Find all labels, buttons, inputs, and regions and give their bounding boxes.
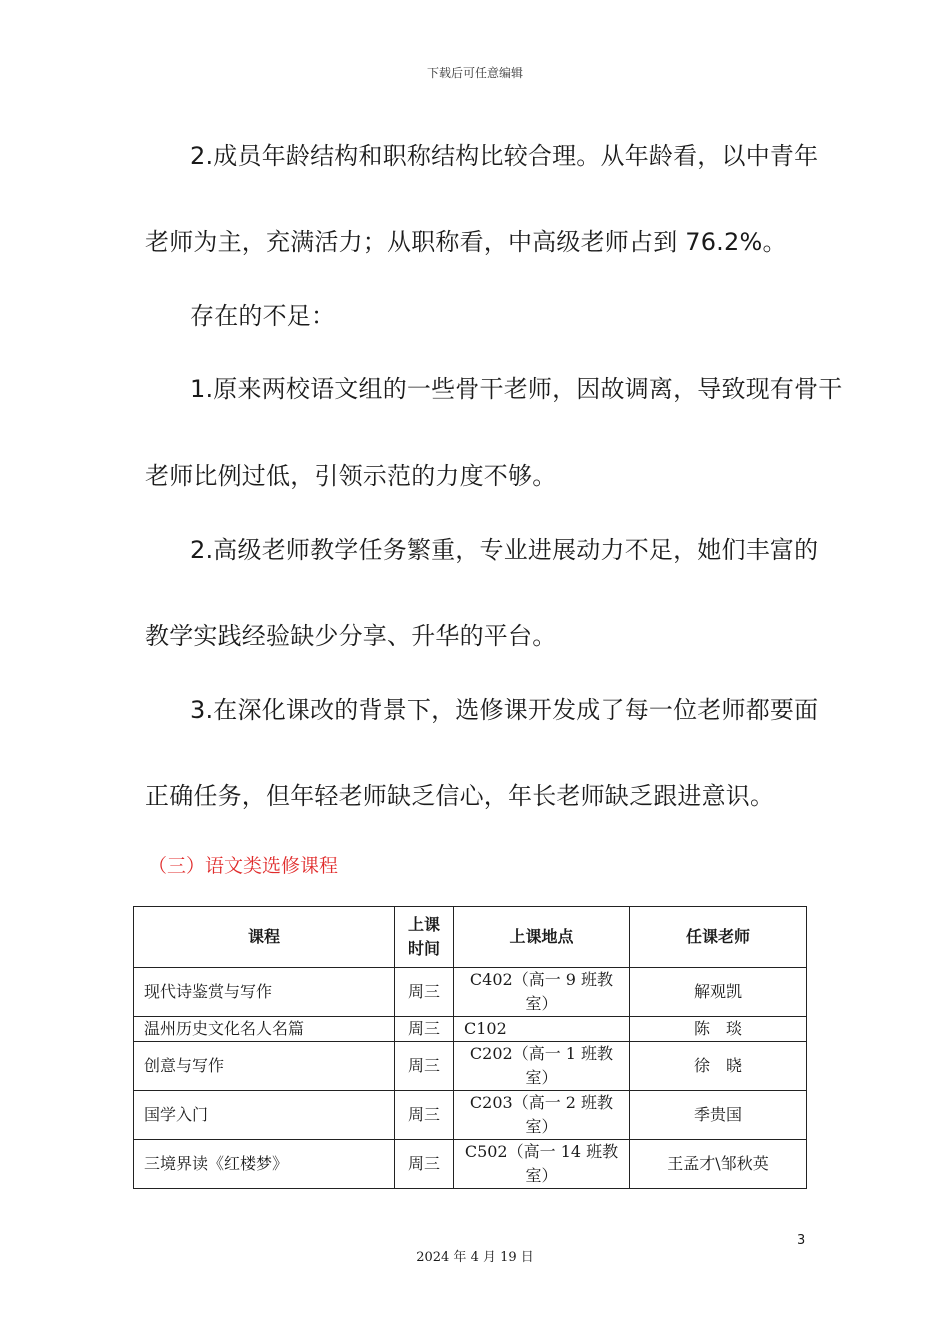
paragraph-line: 教学实践经验缺少分享、升华的平台。 (145, 622, 557, 650)
course-time: 周三 (395, 1140, 454, 1189)
course-time: 周三 (395, 1091, 454, 1140)
table-row (134, 1091, 807, 1140)
course-time: 周三 (395, 968, 454, 1017)
column-header-teacher: 任课老师 (630, 907, 807, 968)
paragraph-line: 2.成员年龄结构和职称结构比较合理。从年龄看，以中青年 (190, 142, 819, 170)
course-teacher: 季贵国 (630, 1091, 807, 1140)
table-row (134, 1017, 807, 1042)
paragraph-line: 老师为主，充满活力；从职称看，中高级老师占到 76.2%。 (145, 228, 787, 256)
paragraph-line: 1.原来两校语文组的一些骨干老师，因故调离，导致现有骨干 (190, 375, 843, 403)
course-place: C502（高一 14 班教室） (454, 1140, 630, 1189)
table-row (134, 1140, 807, 1189)
paragraph-line: 3.在深化课改的背景下，选修课开发成了每一位老师都要面 (190, 696, 819, 724)
course-place: C402（高一 9 班教室） (454, 968, 630, 1017)
table-row (134, 1042, 807, 1091)
course-name: 温州历史文化名人名篇 (134, 1017, 395, 1042)
course-teacher: 陈 琰 (630, 1017, 807, 1042)
course-table (133, 906, 807, 1189)
paragraph-line: 2.高级老师教学任务繁重，专业进展动力不足，她们丰富的 (190, 536, 819, 564)
course-teacher: 王孟才\邹秋英 (630, 1140, 807, 1189)
course-name: 现代诗鉴赏与写作 (134, 968, 395, 1017)
table-row (134, 968, 807, 1017)
course-place: C202（高一 1 班教室） (454, 1042, 630, 1091)
course-name: 三境界读《红楼梦》 (134, 1140, 395, 1189)
column-header-time: 上课时间 (395, 907, 454, 968)
page-footer-date: 2024 年 4 月 19 日 (416, 1250, 534, 1265)
paragraph-line: 存在的不足： (190, 302, 336, 330)
section-title: （三）语文类选修课程 (148, 855, 339, 877)
page-number: 3 (797, 1233, 806, 1248)
page-header: 下载后可任意编辑 (426, 66, 523, 80)
course-place: C203（高一 2 班教室） (454, 1091, 630, 1140)
course-teacher: 徐 晓 (630, 1042, 807, 1091)
course-name: 创意与写作 (134, 1042, 395, 1091)
column-header-course: 课程 (134, 907, 395, 968)
paragraph-line: 老师比例过低，引领示范的力度不够。 (145, 462, 557, 490)
course-teacher: 解观凯 (630, 968, 807, 1017)
course-place: C102 (454, 1017, 630, 1042)
course-time: 周三 (395, 1042, 454, 1091)
course-name: 国学入门 (134, 1091, 395, 1140)
table-header-row (134, 907, 807, 968)
paragraph-line: 正确任务，但年轻老师缺乏信心，年长老师缺乏跟进意识。 (145, 782, 775, 810)
course-time: 周三 (395, 1017, 454, 1042)
column-header-place: 上课地点 (454, 907, 630, 968)
